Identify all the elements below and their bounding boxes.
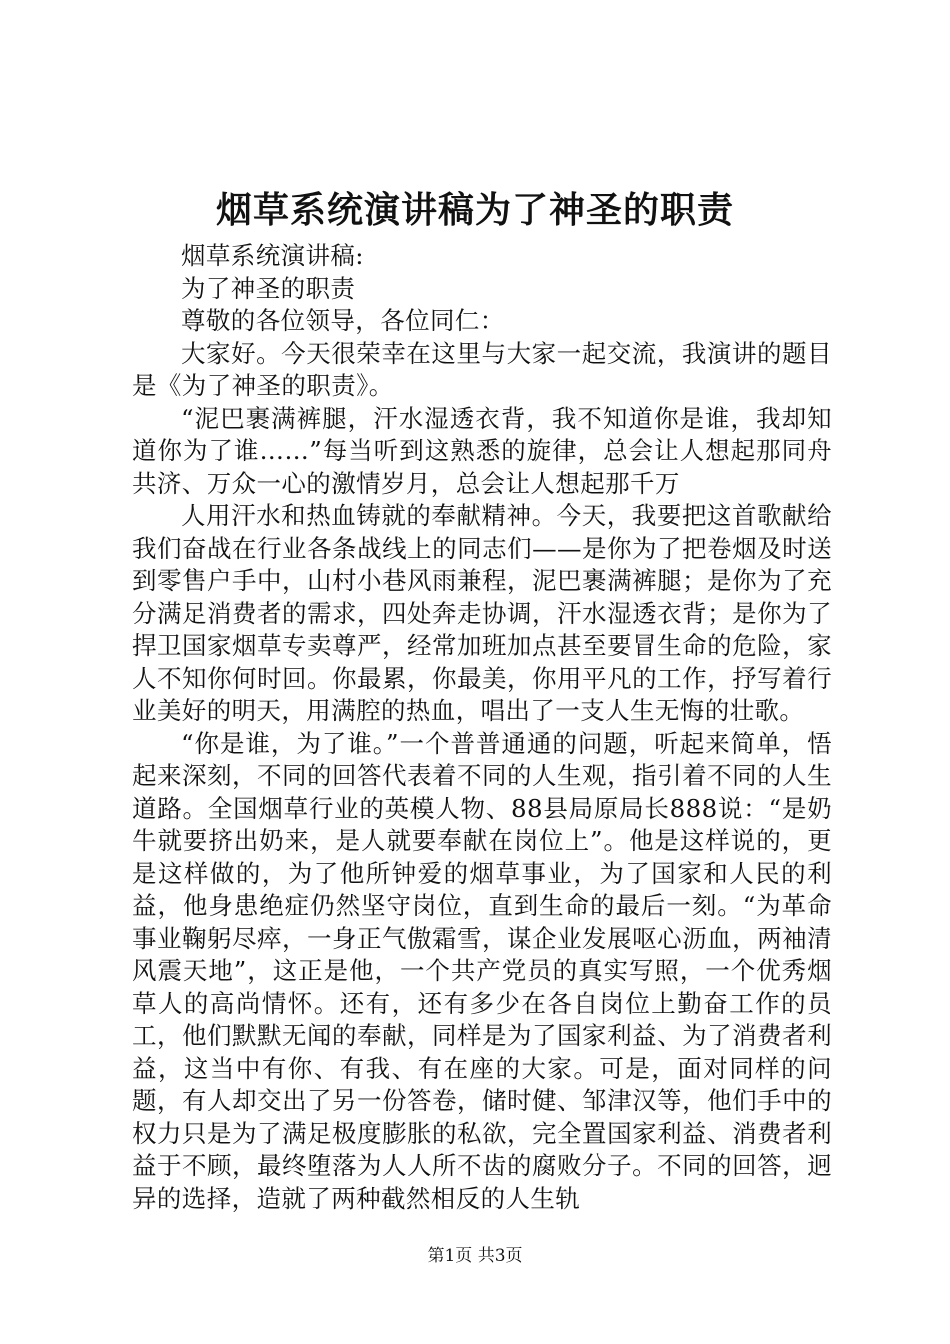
paragraph-heading-label: 烟草系统演讲稿: xyxy=(181,241,364,270)
paragraph-who-are-you: “你是谁，为了谁。”一个普普通通的问题，听起来简单，悟起来深刻，不同的回答代表着不同的人生观，指引着不同的人生道路。全国烟草行业的英模人物、88县局原局长888说：“是奶牛就要挤出奶来，是人就要奉献在岗位上”。他是这样说的，更是这样做的，为了他所钟爱的烟草事业，为了国家和人民的利益，他身患绝症仍然坚守岗位，直到生命的最后一刻。“为革命事业鞠躬尽瘁，一身正气傲霜雪，谋企业发展呕心沥血，两袖清风震天地”，这正是他，一个共产党员的真实写照，一个优秀烟草人的高尚情怀。还有，还有多少在各自岗位上勤奋工作的员工，他们默默无闻的奉献，同样是为了国家利益、为了消费者利益，这当中有你、有我、有在座的大家。可是，面对同样的问题，有人却交出了另一份答卷，储时健、邹津汉等，他们手中的权力只是为了满足极度膨胀的私欲，完全置国家利益、消费者利益于不顾，最终堕落为人人所不齿的腐败分子。不同的回答，迥异的选择，造就了两种截然相反的人生轨 xyxy=(132,728,832,1213)
paragraph-opening: 大家好。今天很荣幸在这里与大家一起交流，我演讲的题目是《为了神圣的职责》。 xyxy=(132,338,832,400)
paragraph-song-lyrics: “泥巴裹满裤腿，汗水湿透衣背，我不知道你是谁，我却知道你为了谁……”每当听到这熟悉的旋律，总会让人想起那同舟共济、万众一心的激情岁月，总会让人想起那千万 xyxy=(132,403,832,498)
document-body xyxy=(132,240,832,1215)
page-number-footer: 第1页 共3页 xyxy=(427,1246,523,1266)
paragraph-dedication: 人用汗水和热血铸就的奉献精神。今天，我要把这首歌献给我们奋战在行业各条战线上的同志们——是你为了把卷烟及时送到零售户手中，山村小巷风雨兼程，泥巴裹满裤腿；是你为了充分满足消费者的需求，四处奔走协调，汗水湿透衣背；是你为了捍卫国家烟草专卖尊严，经常加班加点甚至要冒生命的危险，家人不知你何时回。你最累，你最美，你用平凡的工作，抒写着行业美好的明天，用满腔的热血，唱出了一支人生无悔的壮歌。 xyxy=(132,501,832,725)
document-title: 烟草系统演讲稿为了神圣的职责 xyxy=(215,189,734,231)
paragraph-speech-title: 为了神圣的职责 xyxy=(181,273,356,303)
paragraph-salutation: 尊敬的各位领导，各位同仁： xyxy=(181,306,505,335)
